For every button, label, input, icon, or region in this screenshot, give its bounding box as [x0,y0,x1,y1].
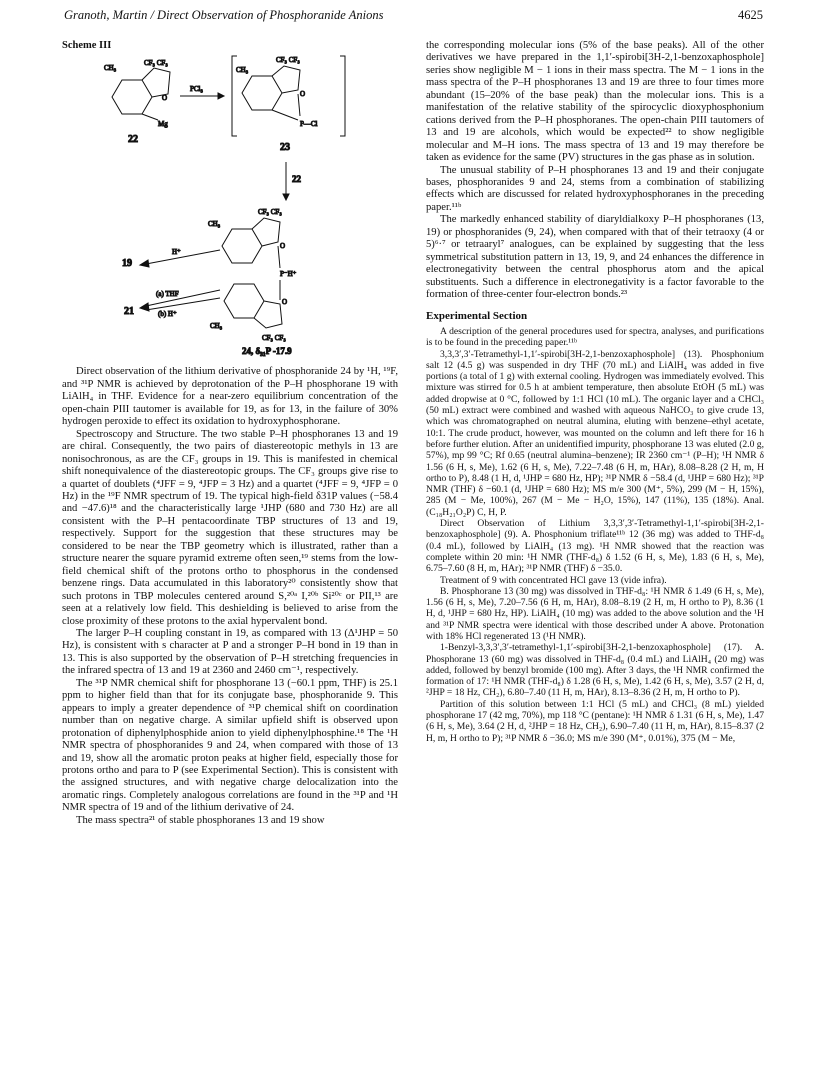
s22-o: O [162,94,168,103]
exp-paragraph-4: Treatment of 9 with concentrated HCl gave 13 (vide infra). [440,574,667,586]
arrow-head-1 [218,93,224,99]
s24-cf3-bottom: CF₃ CF₃ [262,334,286,343]
label-23: 23 [280,142,290,154]
s24-o-top: O [280,242,286,251]
running-header [64,8,763,28]
s22-mg: Mg [158,120,168,129]
label-21: 21 [124,306,134,318]
s23-ch3: CH₃ [236,66,249,75]
label-22: 22 [128,134,138,146]
exp-paragraph-7: Partition of this solution between 1:1 HCl (5 mL) and CHCl₃ (8 mL) yielded phosphorane 17 (42 mg, 70%), mp 118 °C (pentane): ¹H NMR δ 1.31 (6 H, s, Me), 1.47 (6 H, s, Me), 3.64 (2 H, d, ²JHP = 18 Hz, CH₂), 6.90–7.40 (11 H, m, HAr), 8.15–8.37 (2 H, m, H ortho to P); ³¹P NMR δ −36.0; MS m/e 390 (M⁺, 0.01%), 375 (M − Me, [426,698,764,744]
exp-paragraph-5: B. Phosphorane 13 (30 mg) was dissolved in THF-d₈: ¹H NMR δ 1.49 (6 H, s, Me), 1.56 (6 H, s, Me), 7.20–7.56 (6 H, m, HAr), 8.08–8.19 (2 H, m, H ortho to P), 8.36 (1 H, d, ¹JHP = 680 Hz, HP). LiAlH₄ (10 mg) was added to the above solution and the ¹H and ³¹P NMR spectra were identical with those described under A above. Protonation with 18% HCl regenerated 13 (¹H NMR). [426,585,764,642]
running-title: Granoth, Martin / Direct Observation of Phosphoranide Anions [64,8,384,22]
arrow-head-2 [283,194,289,200]
right-paragraph-1: the corresponding molecular ions (5% of the base peaks). All of the other derivatives we have prepared in the 1,1′-spirobi[3H-2,1-benzoxaphosphole] series show negligible M − 1 ions in their mass spectra. The M − 1 ions in the mass spectra of the P–H phosphoranes 13 and 19 are three to four times more abundant (15–20% of the base peak) than the molecular ions. This is a manifestation of the relative stability of the spirocyclic dioxyphosphonium cations derived from the P–H phosphoranes. The open-chain PIII tautomers of 13 and 19 are alcohols, which would be expected²² to show negligible molecular and M–H ions. The mass spectra of 13 and 19 may therefore be taken as evidence for the same (PV) structures in the gas phase as in solution. [426,40,764,164]
s24-p-anion: P⁻H⁺ [280,270,297,279]
s24-o-bottom: O [282,298,288,307]
left-paragraph-2: Spectroscopy and Structure. The two stable P–H phosphoranes 13 and 19 are chiral. Consequently, the two pairs of diastereotopic methyls in 13 are nonisochronous, as are the CF₃ groups in 19. This is manifested in chemical shift nonequivalence of the diastereotopic groups. The CF₃ groups give rise to a quartet of doublets (⁴JFF = 9, ⁴JFP = 3 Hz) and a quartet (⁴JFF = 9, ⁴JFP = 0 Hz) in the ¹⁹F NMR spectrum of 19. The typical high-field δ31P values (−58.4 and −47.6)¹⁸ and the characteristically large ¹JHP (680 and 730 Hz) are all consistent with the P–H pentacoordinate TBP structures of 13 and 19, respectively. Support for the suggestion that these structures may be considered to be near the TBP geometry which is illustrated, rather than a structure nearer the square pyramid extreme often seen,¹⁹ stems from the low-field chemical shift of the protons ortho to phosphorus in the condensed benzene rings. Data accumulated in this laboratory²⁰ consistently show that such protons in TBP molecules centered around S,²⁰ᵃ I,²⁰ᵇ Si²⁰ᶜ or PII,¹³ are seen at a relatively low field. This deshielding is believed to arise from the close proximity of these protons to the axial hypervalent bond. [62,428,398,627]
label-24-caption: 24, δ₃₁P -17.9 [242,346,292,357]
right-paragraph-3: The markedly enhanced stability of diaryldialkoxy P–H phosphoranes (13, 19) or phosphoranides (9, 24), when compared with that of their tetraoxy (4 or 5)⁶·⁷ or tetraaryl⁷ analogues, can be explained by suggesting that the less symmetrical substitution pattern in 13, 19, 9, and 24 enhances the difference in electronegativity between the central phosphorus atom and the apical substituents. Such a difference in electronegativity is a factor favorable to the formation of three-center four-electron bonds.²³ [426,214,764,301]
s23-o: O [300,90,306,99]
scheme-svg [62,54,398,366]
left-column [62,40,398,827]
s24-cf3-top: CF₃ CF₃ [258,208,282,217]
arrow-head-19 [140,260,149,267]
s22-ch3: CH₃ [104,64,117,73]
scheme-figure [62,54,398,366]
left-paragraph-4: The ³¹P NMR chemical shift for phosphorane 13 (−60.1 ppm, THF) is 25.1 ppm to higher field than that for its conjugate base, phosphoranide 9. This appears to imply a greater dependence of ³¹P chemical shift on coordination number than on negative charge. A similar upfield shift is observed upon protonation of diphenylphosphide anion to yield diphenylphosphine.¹⁸ The ¹H NMR spectra of phosphoranides 9 and 24, when compared with those of 13 and 19, show all the aromatic proton peaks at higher field, especially those for protons ortho and para to P (see Experimental Section). This is consistent with the assigned structures, and with negative charge delocalization into the aromatic rings. Completely analogous correlations are found in the ³¹P and ¹H NMR spectra of 19 and of the lithium derivative of 24. [62,677,398,814]
s23-cf3: CF₃ CF₃ [276,56,300,65]
exp-paragraph-6: 1-Benzyl-3,3,3′,3′-tetramethyl-1,1′-spirobi[3H-2,1-benzoxaphosphole] (17). A. Phosphorane 13 (60 mg) was dissolved in THF-d₈ (0.4 mL) and LiAlH₄ (20 mg) was added, followed by benzyl bromide (100 mg). After 3 days, the ¹H NMR confirmed the formation of 17: ¹H NMR (THF-d₈) δ 1.28 (6 H, s, Me), 1.42 (6 H, s, Me), 3.57 (2 H, d, ²JHP = 18 Hz, CH₂), 6.80–7.40 (11 H, m, HAr), 8.13–8.36 (2 H, m, H ortho to P). [426,642,764,699]
label-19: 19 [122,258,132,270]
s22-cf3: CF₃ CF₃ [144,59,168,68]
exp-paragraph-3: Direct Observation of Lithium 3,3,3′,3′-Tetramethyl-1,1′-spirobi[3H-2,1-benzoxaphosphole] (9). A. Phosphonium triflate¹¹ᵇ 12 (36 mg) was added to THF-d₈ (0.4 mL), followed by LiAlH₄ (13 mg). ¹H NMR showed that the reaction was complete within 20 min: ¹H NMR (THF-d₈) δ 1.52 (6 H, s, Me), 1.83 (6 H, s, Me), 6.75–7.60 (8 H, m, HAr); ³¹P NMR (THF) δ −35.0. [426,518,764,575]
left-paragraph-1: Direct observation of the lithium derivative of phosphoranide 24 by ¹H, ¹⁹F, and ³¹P NMR is achieved by deprotonation of the P–H phosphorane 19 with LiAlH₄ in THF. Evidence for a near-zero equilibrium concentration of the open-chain PIII tautomer is available for 19, as for 13, in the failure of 30% hydrogen peroxide to effect its oxidation to hydroxyphosphorane. [62,366,398,428]
s23-pcl: P—Cl [300,120,318,129]
arrow-label-22: 22 [292,174,301,185]
page-number: 4625 [738,8,763,22]
exp-paragraph-1: A description of the general procedures used for spectra, analyses, and purifications is to be found in the preceding paper.¹¹ᵇ [426,325,764,349]
reagent-h-plus: H⁺ [172,248,181,257]
left-paragraph-3: The larger P–H coupling constant in 19, as compared with 13 (Δ¹JHP = 50 Hz), is consistent with s character at P and a stronger P–H bond in 19 than in 13. This is also supported by the observation of P–H stretching frequencies in the infrared spectra of 13 and 19 at 2360 and 2460 cm⁻¹, respectively. [62,627,398,677]
structure-23 [242,66,300,120]
exp-paragraph-2: 3,3,3′,3′-Tetramethyl-1,1′-spirobi[3H-2,1-benzoxaphosphole] (13). Phosphonium salt 12 (4.5 g) was suspended in dry THF (70 mL) and LiAlH₄ was added in five portions (a total of 1 g) with external cooling. Hydrogen was immediately evolved. This mixture was stirred for 0.5 h at ambient temperature, then absolute EtOH (5 mL) was added dropwise at 0 °C, followed by 1:1 HCl (10 mL). The organic layer and a CHCl₃ (50 mL) extract were combined and washed with aqueous NaHCO₃ to give crude 13, which was chromatographed on neutral alumina, eluting with benzene–ethyl acetate, 10:1. The crude product, however, was mounted on the column and left there for 16 h before further elution. After an unidentified impurity, phosphorane 13 was eluted (2.0 g, 57%), mp 99 °C; Rf 0.65 (neutral alumina–benzene); IR 2360 cm⁻¹ (P–H); ¹H NMR δ 1.56 (6 H, s, Me), 1.62 (6 H, s, Me), 7.22–7.48 (6 H, m, HAr), 8.08–8.28 (2 H, m, H ortho to P), 8.48 (1 H, d, ¹JHP = 680 Hz, HP); ³¹P NMR δ −58.4 (d, ¹JHP = 680 Hz); ³¹P NMR (THF) δ −60.1 (d, ¹JHP = 680 Hz); MS m/e 300 (M⁺, 5%), 299 (M − H, 15%), 285 (M − Me, 100%), 267 (M − Me − H₂O, 15%), 147 (11%), 135 (18%). Anal. (C₁₈H₂₁O₂P) C, H, P. [426,348,764,518]
right-paragraph-2: The unusual stability of P–H phosphoranes 13 and 19 and their conjugate bases, phosphoranides 9 and 24, stems from a combination of stabilizing effects which are discussed for related hydroxyphosphoranes in the preceding paper.¹¹ᵇ [426,164,764,213]
right-column [426,40,764,744]
reagent-pcl3: PCl₃ [190,85,203,94]
structure-24 [222,218,282,328]
s24-ch3-bottom: CH₃ [210,322,223,331]
left-paragraph-5: The mass spectra²¹ of stable phosphoranes 13 and 19 show [76,814,325,826]
experimental-heading: Experimental Section [426,309,528,322]
reagent-b-h-plus: (b) H⁺ [158,310,177,319]
reagent-a-thf: (a) THF [156,290,179,299]
s24-ch3-top: CH₃ [208,220,221,229]
bracket-right [340,56,345,136]
reaction-arrow-19 [146,250,220,264]
scheme-label: Scheme III [62,40,112,51]
arrow-head-21 [140,303,149,311]
